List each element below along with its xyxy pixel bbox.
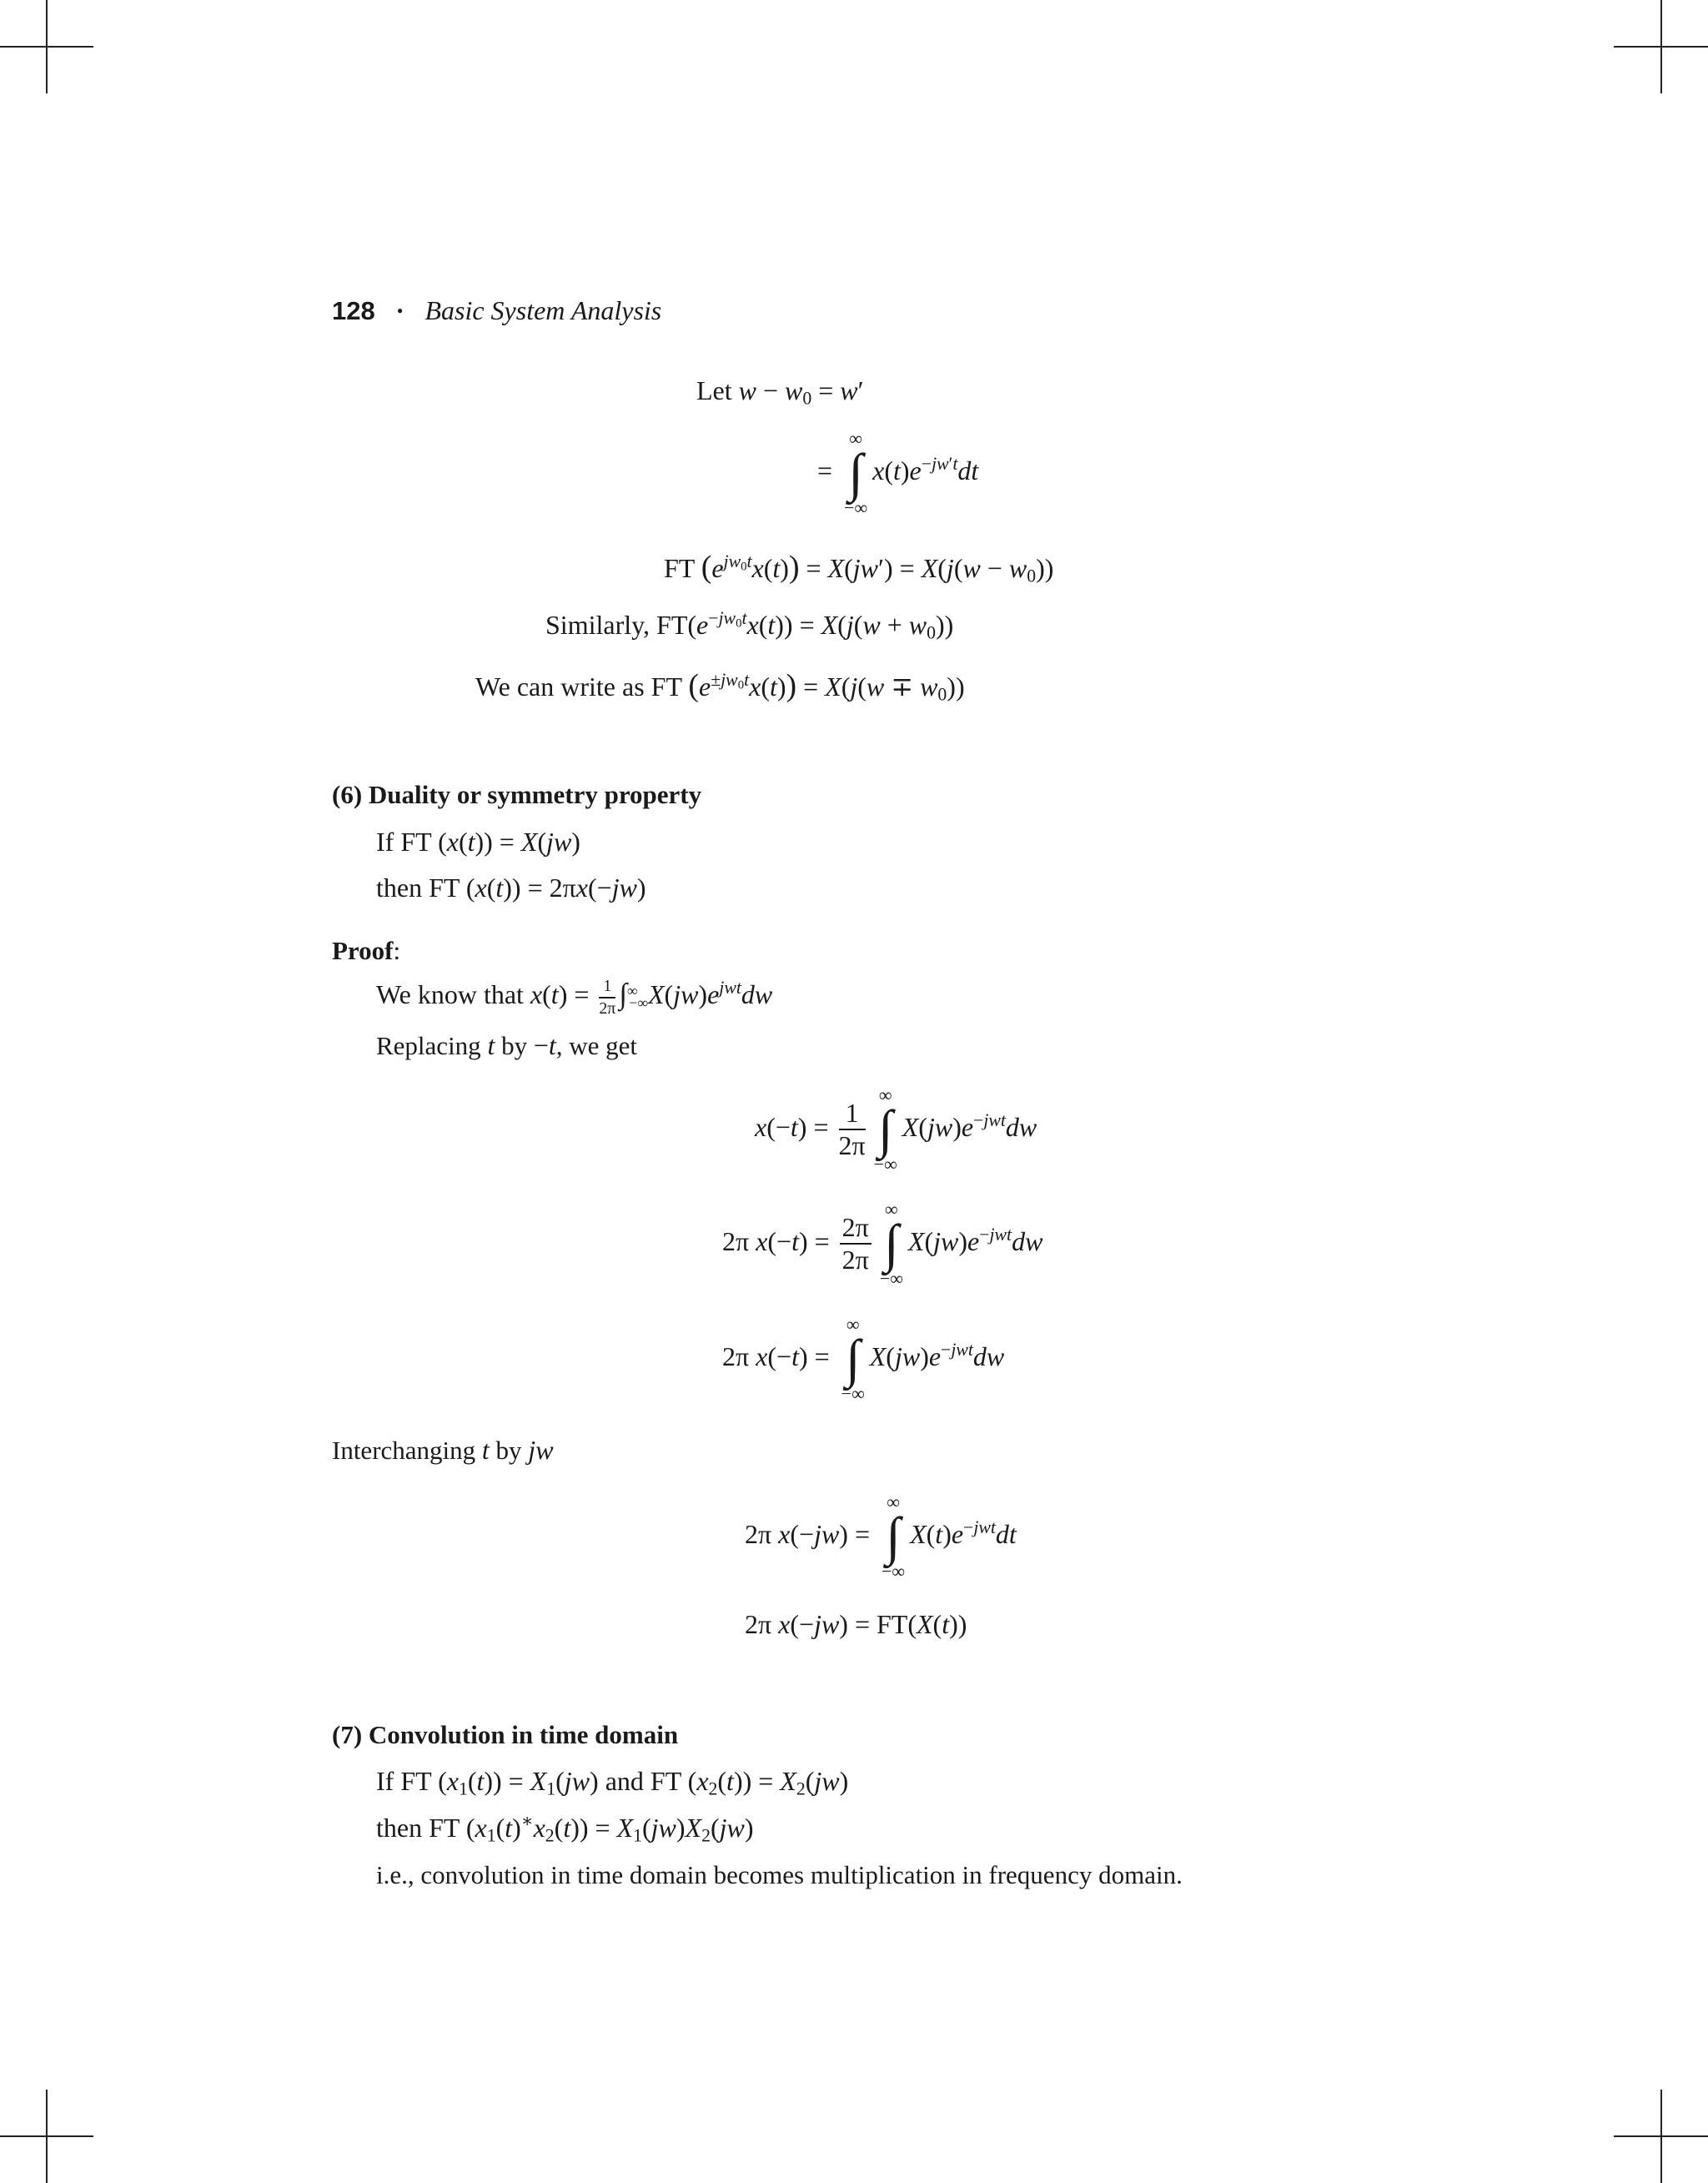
crop-mark — [1660, 2090, 1662, 2183]
equation-similarly: Similarly, $FT(e^{-jw_0t}x(t)) = X(j(w + w_0))$ — [545, 608, 954, 643]
proof-equation-4: 2π x(−jw) = ∞ ∫ −∞ $X(t)e^{-jwt}dt$ — [745, 1491, 1017, 1582]
proof-we-know-line: We know that x(t) = $\frac{1}{2\pi}$ $\int^\infty_{-\infty}X(jw)e^{jwt}dw$ — [376, 977, 773, 1018]
if-label: If FT — [376, 827, 432, 857]
equation-combined: We can write as FT $(e^{\pm jw_0t}x(t)) = X(j(w \mp w_0))$ — [475, 668, 965, 705]
proof-equation-5: 2π x(−jw) = FT(X(t)) — [745, 1609, 967, 1639]
proof-equation-1: x(−t) = $\frac{1}{2\pi}$ ∞ ∫ −∞ $X(jw)e^{-jwt}dw$ — [755, 1084, 1037, 1174]
integral-sign: ∞ ∫ −∞ — [879, 1199, 903, 1289]
section-heading-duality: (6) Duality or symmetry property — [332, 780, 702, 809]
proof-label: Proof: — [332, 936, 401, 965]
similarly-label: Similarly, FT — [545, 610, 688, 640]
convolution-then-line: then FT $(x_1(t)^∗x_2(t)) = X_1(jw)X_2(jw)$ — [376, 1811, 754, 1846]
conv-if-label: If FT — [376, 1766, 432, 1796]
duality-if-line: If FT (x(t)) = X(jw) — [376, 827, 580, 857]
book-title: Basic System Analysis — [424, 295, 662, 325]
ft-label: FT — [664, 553, 695, 583]
proof-replacing-line: Replacing t by −t, we get — [376, 1030, 638, 1060]
integral-sign: ∞ ∫ −∞ — [841, 1314, 865, 1404]
equation-ft-shift: FT $(e^{jw_0t}x(t)) = X(jw') = X(j(w - w_0))$ — [664, 550, 1054, 586]
by-label: by — [501, 1031, 528, 1060]
we-can-write-label: We can write as FT — [475, 671, 682, 702]
interchanging-by-label: by — [495, 1436, 522, 1465]
convolution-conclusion: i.e., convolution in time domain becomes multiplication in frequency domain. — [376, 1860, 1183, 1889]
convolution-if-line: If FT $(x_1(t)) = X_1(jw)$ and FT $(x_2(t)) = X_2(jw)$ — [376, 1766, 849, 1799]
and-label: and FT — [605, 1766, 681, 1796]
page-number: 128 — [332, 296, 375, 325]
then-label: then FT — [376, 873, 460, 903]
replacing-label: Replacing — [376, 1031, 481, 1060]
running-header — [332, 297, 661, 324]
let-label: Let — [696, 375, 732, 405]
integral-sign: ∞ ∫ −∞ — [882, 1491, 906, 1582]
we-know-label: We know that — [376, 979, 524, 1010]
interchanging-line: Interchanging t by jw — [332, 1435, 554, 1465]
conv-then-label: then FT — [376, 1813, 460, 1843]
two-pi-over-two-pi: $\frac{2\pi}{2\pi}$ — [840, 1214, 872, 1275]
one-over-two-pi: $\frac{1}{2\pi}$ — [838, 1097, 866, 1161]
duality-then-line: then FT (x(t)) = 2πx(−jw) — [376, 873, 646, 903]
header-bullet: • — [396, 300, 404, 321]
crop-mark — [1660, 0, 1662, 93]
proof-equation-3: 2π x(−t) = ∞ ∫ −∞ $X(jw)e^{-jwt}dw$ — [722, 1314, 1005, 1404]
one-over-two-pi: $\frac{1}{2\pi}$ — [599, 977, 616, 1018]
interchanging-label: Interchanging — [332, 1436, 476, 1465]
crop-mark — [46, 2090, 48, 2183]
equation-integral-substituted: = ∞ ∫ −∞ $x(t)e^{-jw't}dt$ — [817, 428, 979, 518]
integral-sign: ∞ ∫ −∞ — [873, 1084, 897, 1174]
crop-mark — [46, 0, 48, 93]
equation-let: Let $w - w_0 = w'$ — [696, 375, 864, 409]
proof-equation-2: 2π x(−t) = $\frac{2\pi}{2\pi}$ ∞ ∫ −∞ $X(jw)e^{-jwt}dw$ — [722, 1199, 1043, 1289]
section-heading-convolution: (7) Convolution in time domain — [332, 1720, 679, 1749]
integral-sign: ∞ ∫ −∞ — [844, 428, 868, 518]
we-get-label: , we get — [555, 1031, 638, 1060]
